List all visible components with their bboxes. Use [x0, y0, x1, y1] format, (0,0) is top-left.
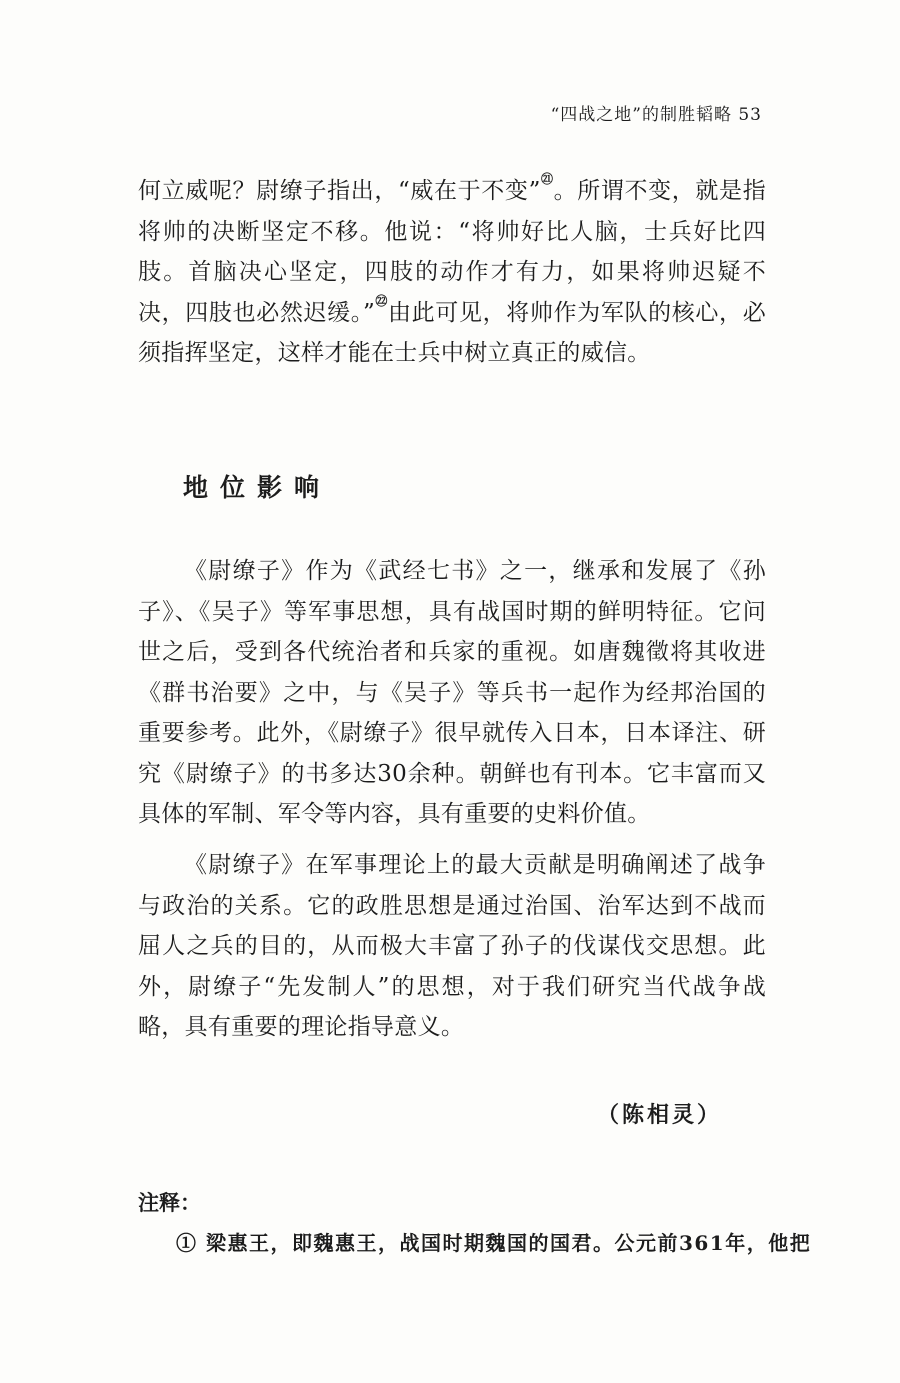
running-header: “四战之地”的制胜韬略 53 [550, 105, 762, 125]
notes-label: 注释： [138, 1191, 201, 1215]
footnote-ref-21: ㉑ [540, 172, 554, 186]
author-attribution: （陈相灵） [596, 1102, 722, 1128]
paragraph-status: 《尉缭子》作为《武经七书》之一，继承和发展了《孙子》、《吴子》等军事思想，具有战国时期的鲜明特征。它问世之后，受到各代统治者和兵家的重视。如唐魏徵将其收进《群书治要》之中，与《吴子》等兵书一起作为经邦治国的重要参考。此外，《尉缭子》很早就传入日本，日本译注、研究《尉缭子》的书多达30余种。朝鲜也有刊本。它丰富而又具体的军制、军令等内容，具有重要的史料价值。 [138, 558, 766, 827]
footnote-ref-22: ㉒ [375, 293, 389, 308]
paragraph-continued [138, 171, 766, 374]
note-item: ① 梁惠王，即魏惠王，战国时期魏国的国君。公元前361年，他把 [176, 1231, 812, 1255]
paragraph-segment: 。所谓不变，就是指将帅的决断坚定不移。他说：“将帅好比人脑，士兵好比四肢。首脑决心坚定，四肢的动作才有力，如果将帅迟疑不决，四肢也必然迟缓。” [138, 178, 766, 326]
section-heading: 地位影响 [183, 473, 332, 502]
paragraph-contribution: 《尉缭子》在军事理论上的最大贡献是明确阐述了战争与政治的关系。它的政胜思想是通过治国、治军达到不战而屈人之兵的目的，从而极大丰富了孙子的伐谋伐交思想。此外，尉缭子“先发制人”的思想，对于我们研究当代战争战略，具有重要的理论指导意义。 [138, 852, 766, 1040]
paragraph-segment: 何立威呢？尉缭子指出，“威在于不变” [138, 178, 541, 204]
paragraph-segment: 由此可见，将帅作为军队的核心，必须指挥坚定，这样才能在士兵中树立真正的威信。 [138, 299, 766, 366]
